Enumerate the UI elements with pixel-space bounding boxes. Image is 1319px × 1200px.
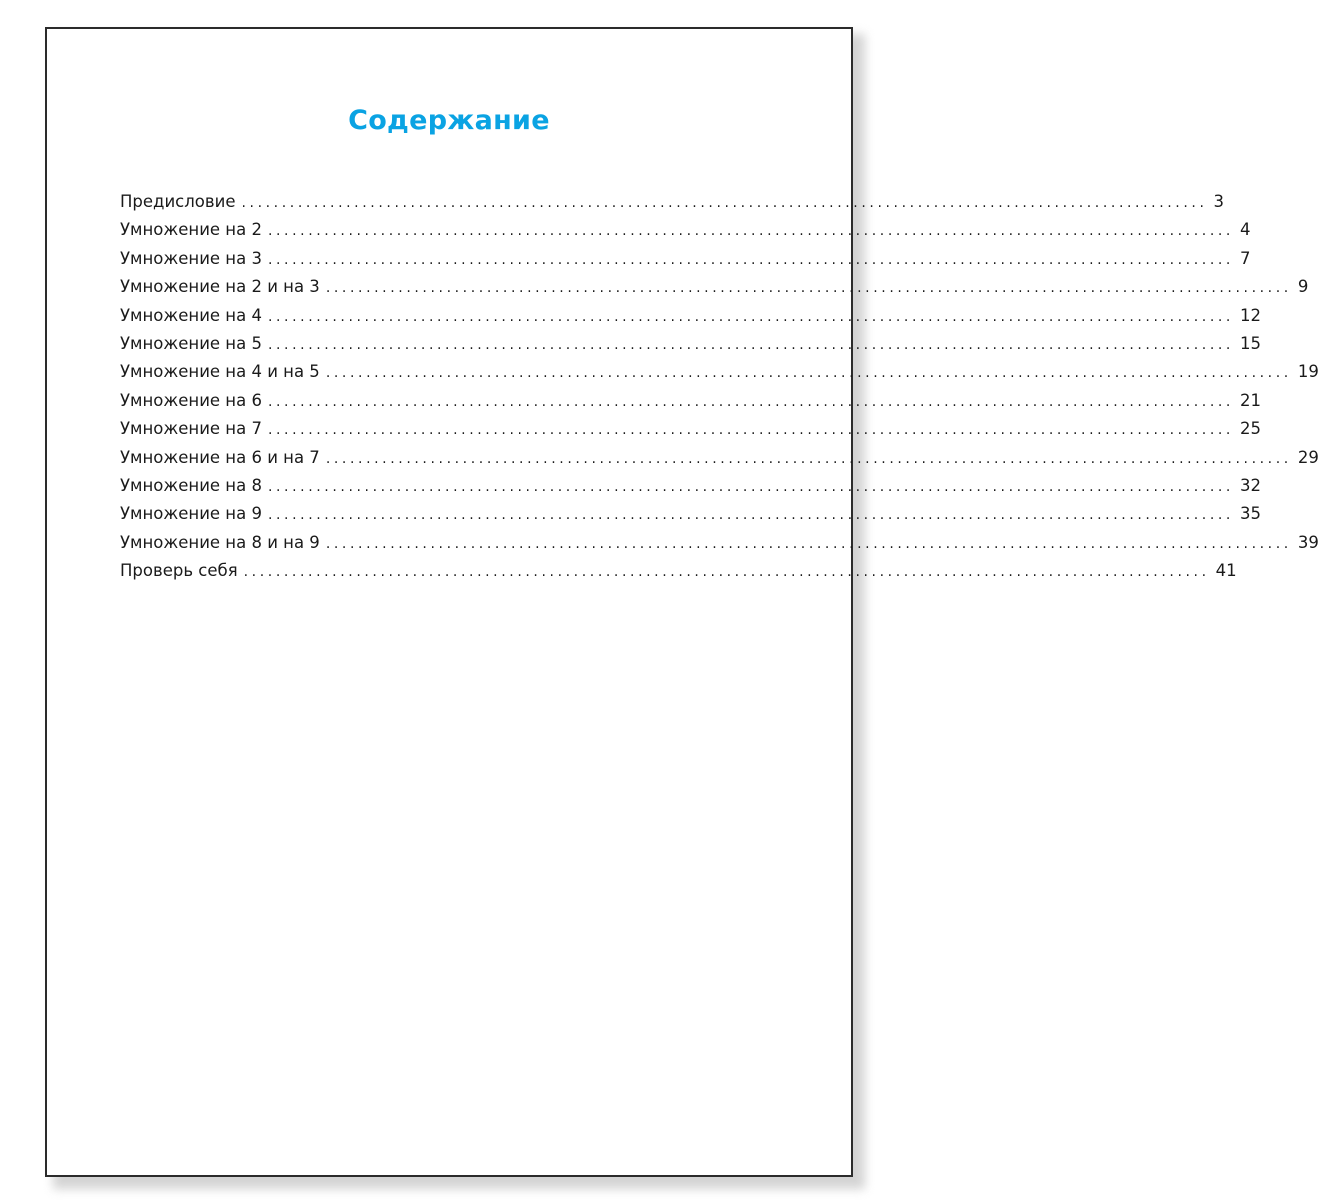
- document-page: [45, 27, 1319, 1177]
- toc-leader-dots: ........................................................................................................................: [241, 195, 1208, 211]
- toc-entry-title: Умножение на 9: [120, 504, 262, 524]
- toc-entry[interactable]: [120, 447, 1319, 476]
- toc-entry-title: Умножение на 4: [120, 305, 262, 325]
- toc-entry[interactable]: [120, 333, 1261, 362]
- toc-entry-page: 19: [1297, 362, 1319, 382]
- toc-entry-page: 25: [1239, 419, 1261, 439]
- toc-entry-page: 4: [1239, 220, 1251, 240]
- toc-entry[interactable]: [120, 220, 1251, 248]
- toc-entry[interactable]: [120, 561, 1237, 589]
- toc-entry-title: Умножение на 8: [120, 475, 262, 495]
- toc-entry-page: 12: [1239, 305, 1261, 325]
- toc-leader-dots: ........................................................................................................................: [325, 450, 1292, 467]
- toc-entry-page: 15: [1239, 333, 1261, 353]
- toc-entry-page: 32: [1239, 475, 1261, 495]
- toc-entry-page: 35: [1239, 504, 1261, 524]
- toc-entry-title: Умножение на 8 и на 9: [120, 532, 320, 552]
- toc-entry-title: Предисловие: [120, 192, 236, 211]
- toc-entry-page: 29: [1297, 447, 1319, 467]
- page-title: Содержание: [348, 105, 550, 136]
- toc-entry-page: 3: [1213, 192, 1225, 211]
- toc-entry-title: Умножение на 3: [120, 248, 262, 268]
- toc-leader-dots: ........................................................................................................................: [267, 251, 1234, 268]
- toc-entry[interactable]: [120, 504, 1261, 532]
- toc-leader-dots: ........................................................................................................................: [267, 478, 1234, 495]
- toc-entry-title: Умножение на 6 и на 7: [120, 447, 320, 467]
- toc-entry-page: 21: [1239, 390, 1261, 410]
- toc-entry[interactable]: [120, 532, 1319, 561]
- toc-leader-dots: ........................................................................................................................: [325, 280, 1292, 297]
- toc-leader-dots: ........................................................................................................................: [267, 422, 1234, 439]
- toc-entry-title: Проверь себя: [120, 561, 238, 581]
- toc-leader-dots: ........................................................................................................................: [267, 336, 1234, 353]
- toc-entry[interactable]: [120, 305, 1261, 334]
- toc-leader-dots: ........................................................................................................................: [267, 507, 1234, 524]
- toc-leader-dots: ........................................................................................................................: [267, 308, 1234, 325]
- toc-entry[interactable]: [120, 362, 1319, 390]
- toc-leader-dots: ........................................................................................................................: [325, 535, 1292, 552]
- toc-entry-page: 41: [1215, 561, 1237, 581]
- toc-entry-title: Умножение на 4 и на 5: [120, 362, 320, 382]
- toc-leader-dots: ........................................................................................................................: [267, 223, 1234, 240]
- toc-entry-page: 39: [1297, 532, 1319, 552]
- toc-leader-dots: ........................................................................................................................: [243, 564, 1210, 581]
- toc-entry[interactable]: [120, 277, 1309, 305]
- toc-entry[interactable]: [120, 390, 1261, 419]
- toc-leader-dots: ........................................................................................................................: [325, 365, 1292, 382]
- toc-entry[interactable]: [120, 192, 1225, 220]
- toc-leader-dots: ........................................................................................................................: [267, 393, 1234, 410]
- toc-entry-page: 7: [1239, 248, 1251, 268]
- toc-entry-page: 9: [1297, 277, 1309, 297]
- toc-entry-title: Умножение на 2 и на 3: [120, 277, 320, 297]
- toc-entry[interactable]: [120, 248, 1251, 277]
- toc-entry[interactable]: [120, 419, 1261, 447]
- toc-entry-title: Умножение на 7: [120, 419, 262, 439]
- toc-entry-title: Умножение на 6: [120, 390, 262, 410]
- toc-entry-title: Умножение на 5: [120, 333, 262, 353]
- toc-entry-title: Умножение на 2: [120, 220, 262, 240]
- table-of-contents: [120, 192, 1319, 589]
- toc-entry[interactable]: [120, 475, 1261, 504]
